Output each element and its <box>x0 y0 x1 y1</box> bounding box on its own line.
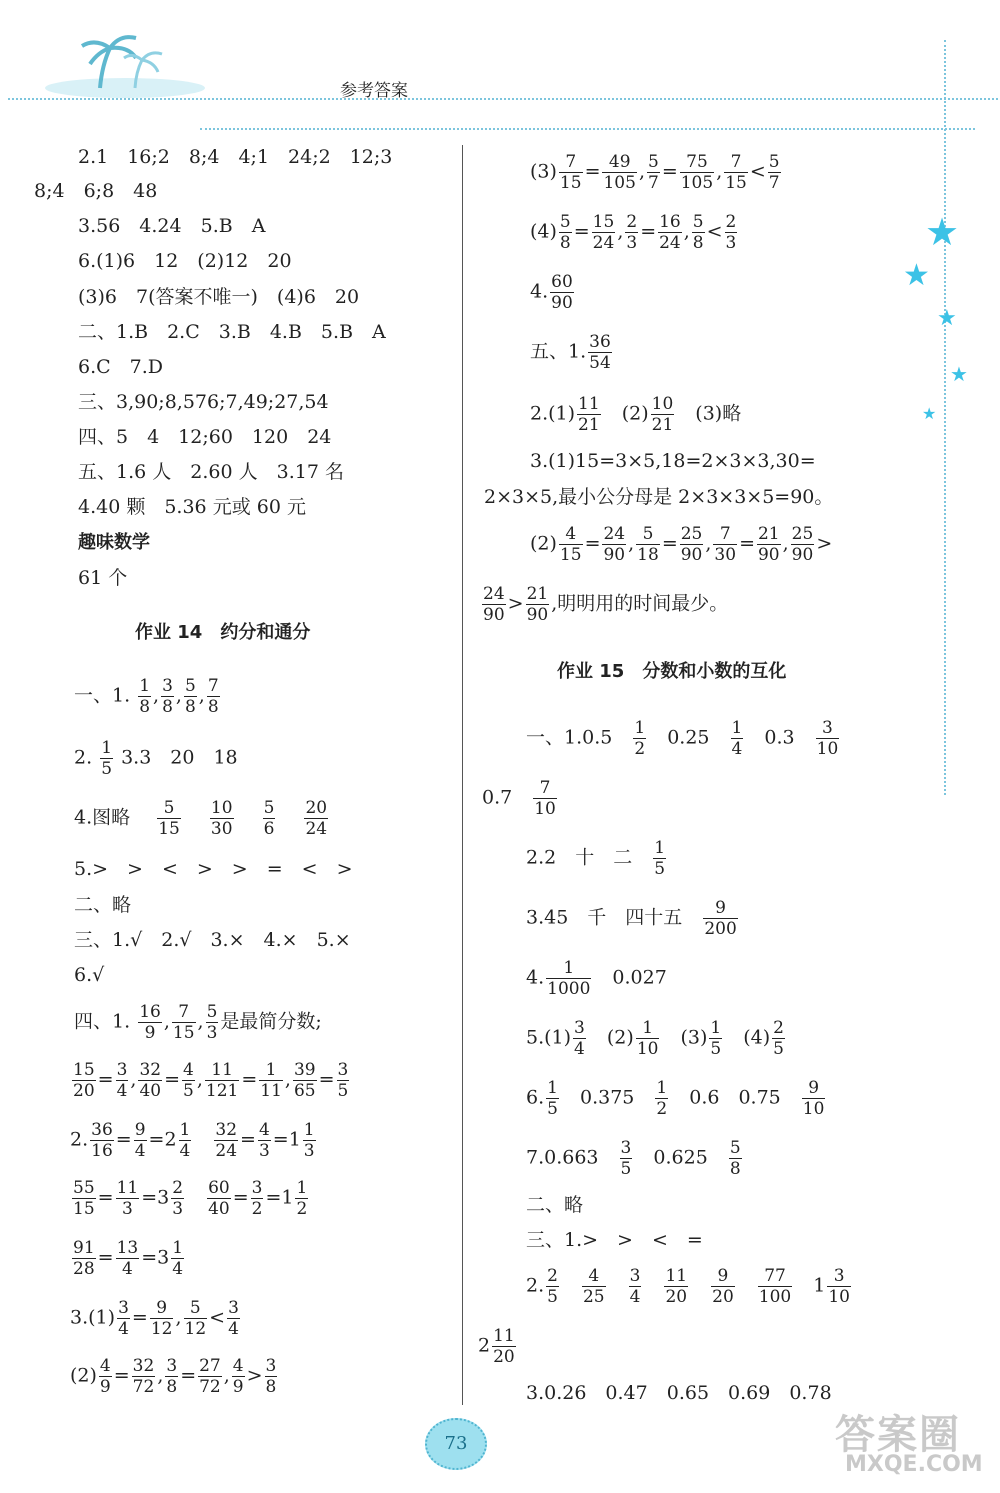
answer-line: 二、1.B 2.C 3.B 4.B 5.B A <box>78 321 386 343</box>
answer-line: 3.0.26 0.47 0.65 0.69 0.78 <box>526 1382 832 1404</box>
answer-line: 三、1.√ 2.√ 3.× 4.× 5.× <box>74 929 351 951</box>
section-title: 作业 14 约分和通分 <box>135 622 311 643</box>
answer-line: 五、1. $\frac{36}{54}$ <box>530 332 611 373</box>
answer-line: 3.45 千 四十五 $\frac{9}{200}$ <box>526 898 737 939</box>
watermark-main: 答案圈 <box>835 1412 961 1458</box>
star-icon: ★ <box>950 362 968 386</box>
answer-line: 2×3×5,最小公分母是 2×3×3×5=90。 <box>484 486 834 508</box>
answer-line: 7.0.663 $\frac{3}{5}$ 0.625 $\frac{5}{8}$ <box>526 1138 741 1179</box>
palm-tree-icon <box>40 30 210 100</box>
answer-line: 4. $\frac{60}{90}$ <box>530 272 573 313</box>
header-rule-2 <box>200 128 975 130</box>
page-header <box>0 0 1000 140</box>
watermark <box>835 1403 983 1477</box>
answer-line: 6.(1)6 12 (2)12 20 <box>78 250 292 272</box>
answer-line: 二、略 <box>74 894 132 916</box>
star-icon: ★ <box>903 258 930 293</box>
answer-line: $\frac{91}{28}$ = $\frac{13}{4}$ =3 $\frac{1}{4}$ <box>73 1238 184 1279</box>
answer-line: 2. $\frac{1}{5}$ 3.3 20 18 <box>74 738 238 779</box>
section-title: 趣味数学 <box>78 532 150 553</box>
page-number: 73 <box>425 1418 487 1470</box>
answer-line: 四、5 4 12;60 120 24 <box>78 426 332 448</box>
answer-line: (2) $\frac{4}{15}$ = $\frac{24}{90}$ , $\frac{5}{18}$ = $\frac{25}{90}$ , $\frac{7}{30}$ = $\frac{21}{90}$ , $\frac{25}{90}$ > <box>530 524 833 565</box>
answer-line: 3.(1) $\frac{3}{4}$ = $\frac{9}{12}$ , $\frac{5}{12}$ < $\frac{3}{4}$ <box>70 1298 239 1339</box>
answer-line: 2.(1) $\frac{11}{21}$ (2) $\frac{10}{21}$ (3)略 <box>530 394 742 435</box>
answer-line: (2) $\frac{4}{9}$ = $\frac{32}{72}$ , $\frac{3}{8}$ = $\frac{27}{72}$ , $\frac{4}{9}$ > $\frac{3}{8}$ <box>70 1356 277 1397</box>
answer-line: 6.√ <box>74 964 105 986</box>
section-title: 作业 15 分数和小数的互化 <box>557 661 787 682</box>
header-rule <box>8 98 998 100</box>
answer-line: 2. $\frac{36}{16}$ = $\frac{9}{4}$ =2 $\frac{1}{4}$ $\frac{32}{24}$ = $\frac{4}{3}$ =1 $\frac{1}{3}$ <box>70 1120 315 1161</box>
answer-line: 3.56 4.24 5.B A <box>78 215 266 237</box>
answer-line: 2.1 16;2 8;4 4;1 24;2 12;3 <box>78 146 393 168</box>
answer-line: 0.7 $\frac{7}{10}$ <box>482 778 556 819</box>
answer-line: 3.(1)15=3×5,18=2×3×3,30= <box>530 450 816 472</box>
answer-line: 三、1.> > < = <box>526 1229 703 1251</box>
star-icon: ★ <box>922 404 937 423</box>
answer-line: 三、3,90;8,576;7,49;27,54 <box>78 391 329 413</box>
answer-line: 五、1.6 人 2.60 人 3.17 名 <box>78 461 344 483</box>
answer-line: (4) $\frac{5}{8}$ = $\frac{15}{24}$ , $\frac{2}{3}$ = $\frac{16}{24}$ , $\frac{5}{8}$ < $\frac{2}{3}$ <box>530 212 737 253</box>
answer-line: 四、1. $\frac{16}{9}$ , $\frac{7}{15}$ , $\frac{5}{3}$ 是最简分数; <box>74 1002 322 1043</box>
answer-line: 二、略 <box>526 1194 584 1216</box>
answer-line: 5.> > < > > = < > <box>74 858 353 880</box>
star-icon: ★ <box>925 210 960 254</box>
answer-line: 5.(1) $\frac{3}{4}$ (2) $\frac{1}{10}$ (3) $\frac{1}{5}$ (4) $\frac{2}{5}$ <box>526 1018 784 1059</box>
answer-line: 2.2 十 二 $\frac{1}{5}$ <box>526 838 666 879</box>
answer-line: 4. $\frac{1}{1000}$ 0.027 <box>526 958 667 999</box>
column-divider <box>462 145 463 1405</box>
answer-line: 4.40 颗 5.36 元或 60 元 <box>78 496 306 518</box>
answer-line: 2 $\frac{11}{20}$ <box>478 1326 515 1367</box>
answer-line: 6.C 7.D <box>78 356 164 378</box>
margin-rule <box>944 40 946 795</box>
answer-line: 6. $\frac{1}{5}$ 0.375 $\frac{1}{2}$ 0.6 0.75 $\frac{9}{10}$ <box>526 1078 825 1119</box>
answer-line: 一、1. $\frac{1}{8}$ , $\frac{3}{8}$ , $\frac{5}{8}$ , $\frac{7}{8}$ <box>74 676 219 717</box>
answer-line: 2. $\frac{2}{5}$ $\frac{4}{25}$ $\frac{3}{4}$ $\frac{11}{20}$ $\frac{9}{20}$ $\frac{77}{100}$ 1 $\frac{3}{10}$ <box>526 1266 850 1307</box>
header-title: 参考答案 <box>340 81 408 101</box>
answer-line: (3)6 7(答案不唯一) (4)6 20 <box>78 286 360 308</box>
answer-line: (3) $\frac{7}{15}$ = $\frac{49}{105}$ , $\frac{5}{7}$ = $\frac{75}{105}$ , $\frac{7}{15}$ < $\frac{5}{7}$ <box>530 152 780 193</box>
answer-line: 61 个 <box>78 567 128 589</box>
answer-line: $\frac{55}{15}$ = $\frac{11}{3}$ =3 $\frac{2}{3}$ $\frac{60}{40}$ = $\frac{3}{2}$ =1 $\frac{1}{2}$ <box>73 1178 308 1219</box>
answer-line: $\frac{15}{20}$ = $\frac{3}{4}$ , $\frac{32}{40}$ = $\frac{4}{5}$ , $\frac{11}{121}$ = $\frac{1}{11}$ , $\frac{39}{65}$ = $\frac{3}{5}$ <box>73 1060 349 1101</box>
watermark-sub: MXQE.COM <box>845 1452 983 1477</box>
answer-line: $\frac{24}{90}$ > $\frac{21}{90}$ ,明明用的时间最少。 <box>483 584 729 625</box>
star-icon: ★ <box>937 306 957 331</box>
answer-line: 4.图略 $\frac{5}{15}$ $\frac{10}{30}$ $\frac{5}{6}$ $\frac{20}{24}$ <box>74 798 328 839</box>
answer-line: 8;4 6;8 48 <box>34 180 158 202</box>
answer-line: 一、1.0.5 $\frac{1}{2}$ 0.25 $\frac{1}{4}$ 0.3 $\frac{3}{10}$ <box>526 718 839 759</box>
